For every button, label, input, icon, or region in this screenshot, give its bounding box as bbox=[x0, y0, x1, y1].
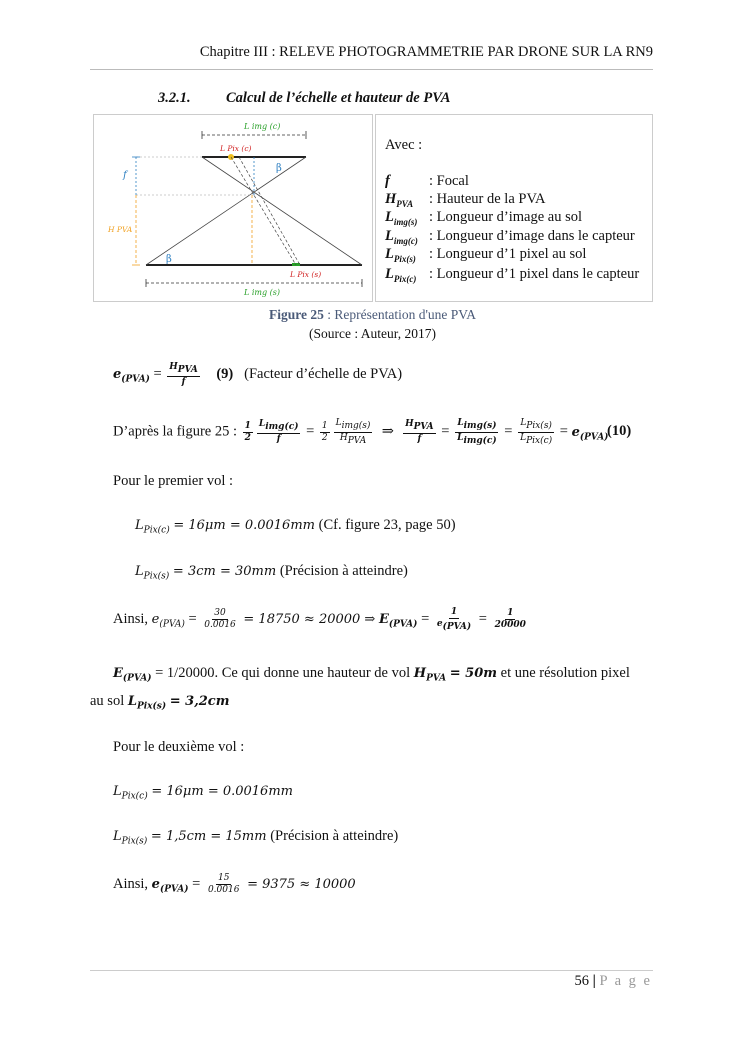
label-f: f bbox=[123, 170, 127, 181]
equation-10-intro: D’après la figure 25 : bbox=[113, 423, 238, 440]
ainsi-label: Ainsi, bbox=[113, 611, 149, 628]
legend-desc: : Longueur d’image dans le capteur bbox=[429, 228, 635, 244]
lpixs-first-note: (Précision à atteindre) bbox=[279, 563, 408, 579]
lpixs-second-note: (Précision à atteindre) bbox=[270, 828, 399, 844]
lpixs-second-value: = 1,5cm = 15mm bbox=[150, 829, 267, 844]
lpixs-first-value: = 3cm = 30mm bbox=[172, 564, 277, 579]
label-lpix-s: L Pix (s) bbox=[290, 270, 322, 279]
equation-10-number: (10) bbox=[607, 423, 632, 439]
calc-second-result: = 9375 ≈ 10000 bbox=[247, 876, 356, 892]
legend-row bbox=[385, 209, 582, 227]
result-first-text2: et une résolution pixel bbox=[500, 665, 630, 681]
legend-symbol: f bbox=[385, 173, 390, 189]
result-first-line2: au sol $L_{Pix(s)} = 3,2cm$ bbox=[90, 693, 230, 712]
label-lpix-c: L Pix (c) bbox=[220, 144, 252, 153]
result-first-text: = 1/20000. Ce qui donne une hauteur de vol bbox=[155, 665, 411, 681]
section-title: Calcul de l’échelle et hauteur de PVA bbox=[226, 90, 451, 106]
equation-9-note: (Facteur d’échelle de PVA) bbox=[244, 366, 403, 383]
legend-desc: : Hauteur de la PVA bbox=[429, 191, 546, 207]
label-hpva: H PVA bbox=[108, 225, 133, 234]
label-limg-s: L img (s) bbox=[244, 288, 281, 297]
lpixc-second: $L_{Pix(c)} = 16\mu m = 0.0016mm$ bbox=[113, 784, 293, 802]
lpixs-second: $L_{Pix(s)} = 1,5cm = 15mm$ (Précision à atteindre) bbox=[113, 828, 399, 847]
calc-first-result: = 18750 ≈ 20000 ⇒ bbox=[243, 612, 376, 628]
legend-intro: Avec : bbox=[385, 137, 423, 153]
frac-den: 0.0016 bbox=[207, 885, 240, 895]
legend-desc: : Focal bbox=[429, 173, 469, 189]
frac-num: 1 bbox=[507, 608, 514, 619]
legend-box bbox=[375, 114, 653, 302]
legend-symbol: $H_{PVA}$ bbox=[385, 191, 414, 209]
legend-row bbox=[385, 191, 546, 209]
lpixs-first: $L_{Pix(s)} = 3cm = 30mm$ (Précision à atteindre) bbox=[135, 563, 408, 582]
frac-num: 30 bbox=[214, 608, 226, 619]
pva-diagram-svg bbox=[94, 115, 372, 301]
label-beta-bottom: β bbox=[166, 254, 172, 265]
legend-row bbox=[385, 266, 639, 284]
legend-row bbox=[385, 173, 469, 190]
result-first-text3: au sol bbox=[90, 693, 125, 709]
result-first-line1: $E_{(PVA)} = 1/20000$. Ce qui donne une hauteur de vol $H_{PVA} = 50m$ et une résolution pixel bbox=[113, 665, 630, 684]
page-number-value: 56 bbox=[574, 973, 590, 989]
legend-symbol: $L_{Pix(s)}$ bbox=[385, 246, 416, 264]
lpixc-second-value: = 16μm = 0.0016mm bbox=[151, 784, 293, 799]
figure-label: Figure 25 bbox=[268, 307, 324, 322]
label-beta-top: β bbox=[276, 163, 282, 174]
equation-9: $e_{(PVA)}$ = $\frac{H_{PVA}}{f}$ (9) (Facteur d’échelle de PVA) bbox=[113, 362, 403, 387]
page-sep: | bbox=[592, 973, 596, 989]
legend-symbol: $L_{img(c)}$ bbox=[385, 228, 418, 246]
legend-symbol: $L_{img(s)}$ bbox=[385, 209, 418, 227]
legend-desc: : Longueur d’image au sol bbox=[429, 209, 583, 225]
lpix-32: = 3,2cm bbox=[169, 694, 230, 709]
hpva-50: = 50m bbox=[449, 666, 498, 681]
label-limg-c: L img (c) bbox=[244, 122, 281, 131]
legend-desc: : Longueur d’1 pixel au sol bbox=[429, 246, 587, 262]
lpixc-first-note: (Cf. figure 23, page 50) bbox=[318, 517, 456, 533]
lpixc-first: $L_{Pix(c)} = 16\mu m = 0.0016mm$ (Cf. figure 23, page 50) bbox=[135, 517, 456, 536]
legend-symbol: $L_{Pix(c)}$ bbox=[385, 266, 417, 284]
lpixc-first-value: = 16μm = 0.0016mm bbox=[173, 518, 315, 533]
equation-10: D’après la figure 25 : $\frac{1}{2}$ $\frac{L_{img(c)}}{f}$ = $\frac{1}{2}$ $\frac{L_{img(s)}}{H_{PVA}}$ ⇒ $\frac{H_{PVA}}{f}$ = $\frac{L_{img(s)}}{L_{img(c)}}$ = $\frac{L_{Pix(s)}}{L_{Pix(c)}}$ = $e_{(PVA)}$ bbox=[113, 418, 609, 446]
legend-row bbox=[385, 246, 586, 264]
frac-den: 0.0016 bbox=[204, 620, 236, 631]
section-number: 3.2.1. bbox=[158, 90, 191, 106]
frac-num: 15 bbox=[217, 873, 230, 883]
page-header: Chapitre III : RELEVE PHOTOGRAMMETRIE PAR DRONE SUR LA RN9 bbox=[199, 44, 653, 60]
frac-den: 20000 bbox=[494, 620, 526, 631]
footer-rule bbox=[90, 970, 653, 971]
equation-9-number: (9) bbox=[216, 366, 234, 383]
page-number bbox=[575, 973, 652, 990]
legend-row bbox=[385, 228, 635, 246]
page-word: P a g e bbox=[599, 973, 652, 989]
figure-caption-text: : Représentation d'une PVA bbox=[323, 307, 477, 322]
second-flight-heading: Pour le deuxième vol : bbox=[113, 739, 245, 755]
scale-calc-first: Ainsi, $e_{(PVA)}$ = $\frac{30}{0.0016}$ = 18750 ≈ 20000 ⇒ $E_{(PVA)}$ = $\frac{1}{e_{(PVA)}}$ = $\frac{1}{20000}$ bbox=[113, 607, 526, 632]
scale-calc-second: Ainsi, $e_{(PVA)}$ = $\frac{15}{0.0016}$ = 9375 ≈ 10000 bbox=[113, 873, 356, 895]
first-flight-heading: Pour le premier vol : bbox=[113, 473, 234, 489]
figure-caption bbox=[0, 307, 745, 323]
pva-diagram bbox=[93, 114, 373, 302]
ainsi-label: Ainsi, bbox=[113, 875, 149, 892]
legend-desc: : Longueur d’1 pixel dans le capteur bbox=[429, 266, 640, 282]
header-rule bbox=[90, 69, 653, 70]
section-heading bbox=[158, 90, 450, 107]
figure-source: (Source : Auteur, 2017) bbox=[309, 326, 436, 341]
